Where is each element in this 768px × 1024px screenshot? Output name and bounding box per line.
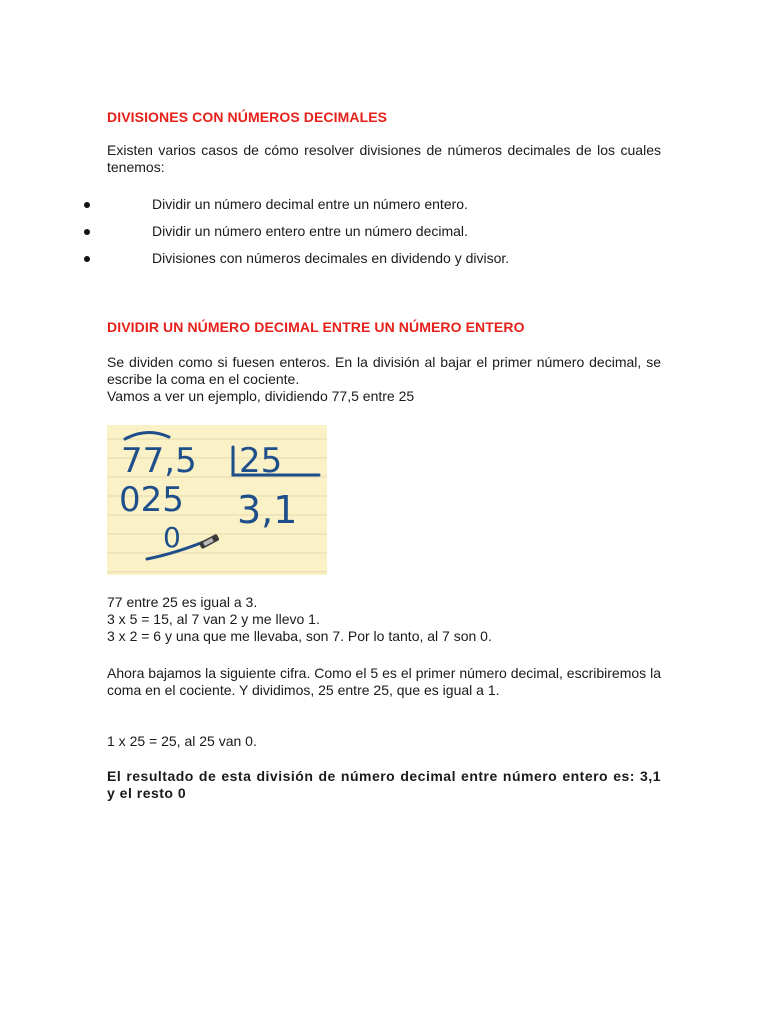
steps-paragraph	[107, 594, 661, 645]
list-item	[0, 196, 768, 214]
section2-heading: DIVIDIR UN NÚMERO DECIMAL ENTRE UN NÚMERO ENTERO	[107, 319, 525, 335]
list-item	[0, 223, 768, 241]
next-digit-paragraph: Ahora bajamos la siguiente cifra. Como el 5 es el primer número decimal, escribiremos la coma en el cociente. Y dividimos, 25 entre 25, que es igual a 1.	[107, 665, 661, 698]
list-item	[0, 250, 768, 268]
step-line: 3 x 2 = 6 y una que me llevaba, son 7. Por lo tanto, al 7 son 0.	[107, 628, 492, 644]
section1-heading: DIVISIONES CON NÚMEROS DECIMALES	[107, 109, 388, 125]
section2-intro-line1: Se dividen como si fuesen enteros. En la división al bajar el primer número decimal, se escribe la coma en el cociente.	[107, 354, 661, 387]
bullet-text: Dividir un número entero entre un número decimal.	[152, 223, 468, 239]
final-remainder-text: 0	[163, 521, 181, 554]
partial-remainder-text: 025	[119, 480, 184, 520]
step-line: 77 entre 25 es igual a 3.	[107, 594, 258, 610]
bullet-icon	[84, 202, 90, 208]
section1-intro: Existen varios casos de cómo resolver divisiones de números decimales de los cuales tenemos:	[107, 142, 661, 175]
bullet-text: Dividir un número decimal entre un número entero.	[152, 196, 468, 212]
section2-intro	[107, 354, 661, 405]
section2-intro-line2: Vamos a ver un ejemplo, dividiendo 77,5 entre 25	[107, 388, 415, 404]
quotient-text: 3,1	[237, 488, 298, 532]
step-line: 3 x 5 = 15, al 7 van 2 y me llevo 1.	[107, 611, 320, 627]
dividend-text: 77,5	[121, 441, 197, 481]
bullet-text: Divisiones con números decimales en dividendo y divisor.	[152, 250, 510, 266]
handwritten-division-image	[107, 425, 327, 575]
divisor-text: 25	[239, 441, 283, 481]
bullet-icon	[84, 256, 90, 262]
conclusion-paragraph: El resultado de esta división de número decimal entre número entero es: 3,1 y el resto 0	[107, 768, 661, 801]
last-step-paragraph: 1 x 25 = 25, al 25 van 0.	[107, 733, 257, 749]
bullet-icon	[84, 229, 90, 235]
